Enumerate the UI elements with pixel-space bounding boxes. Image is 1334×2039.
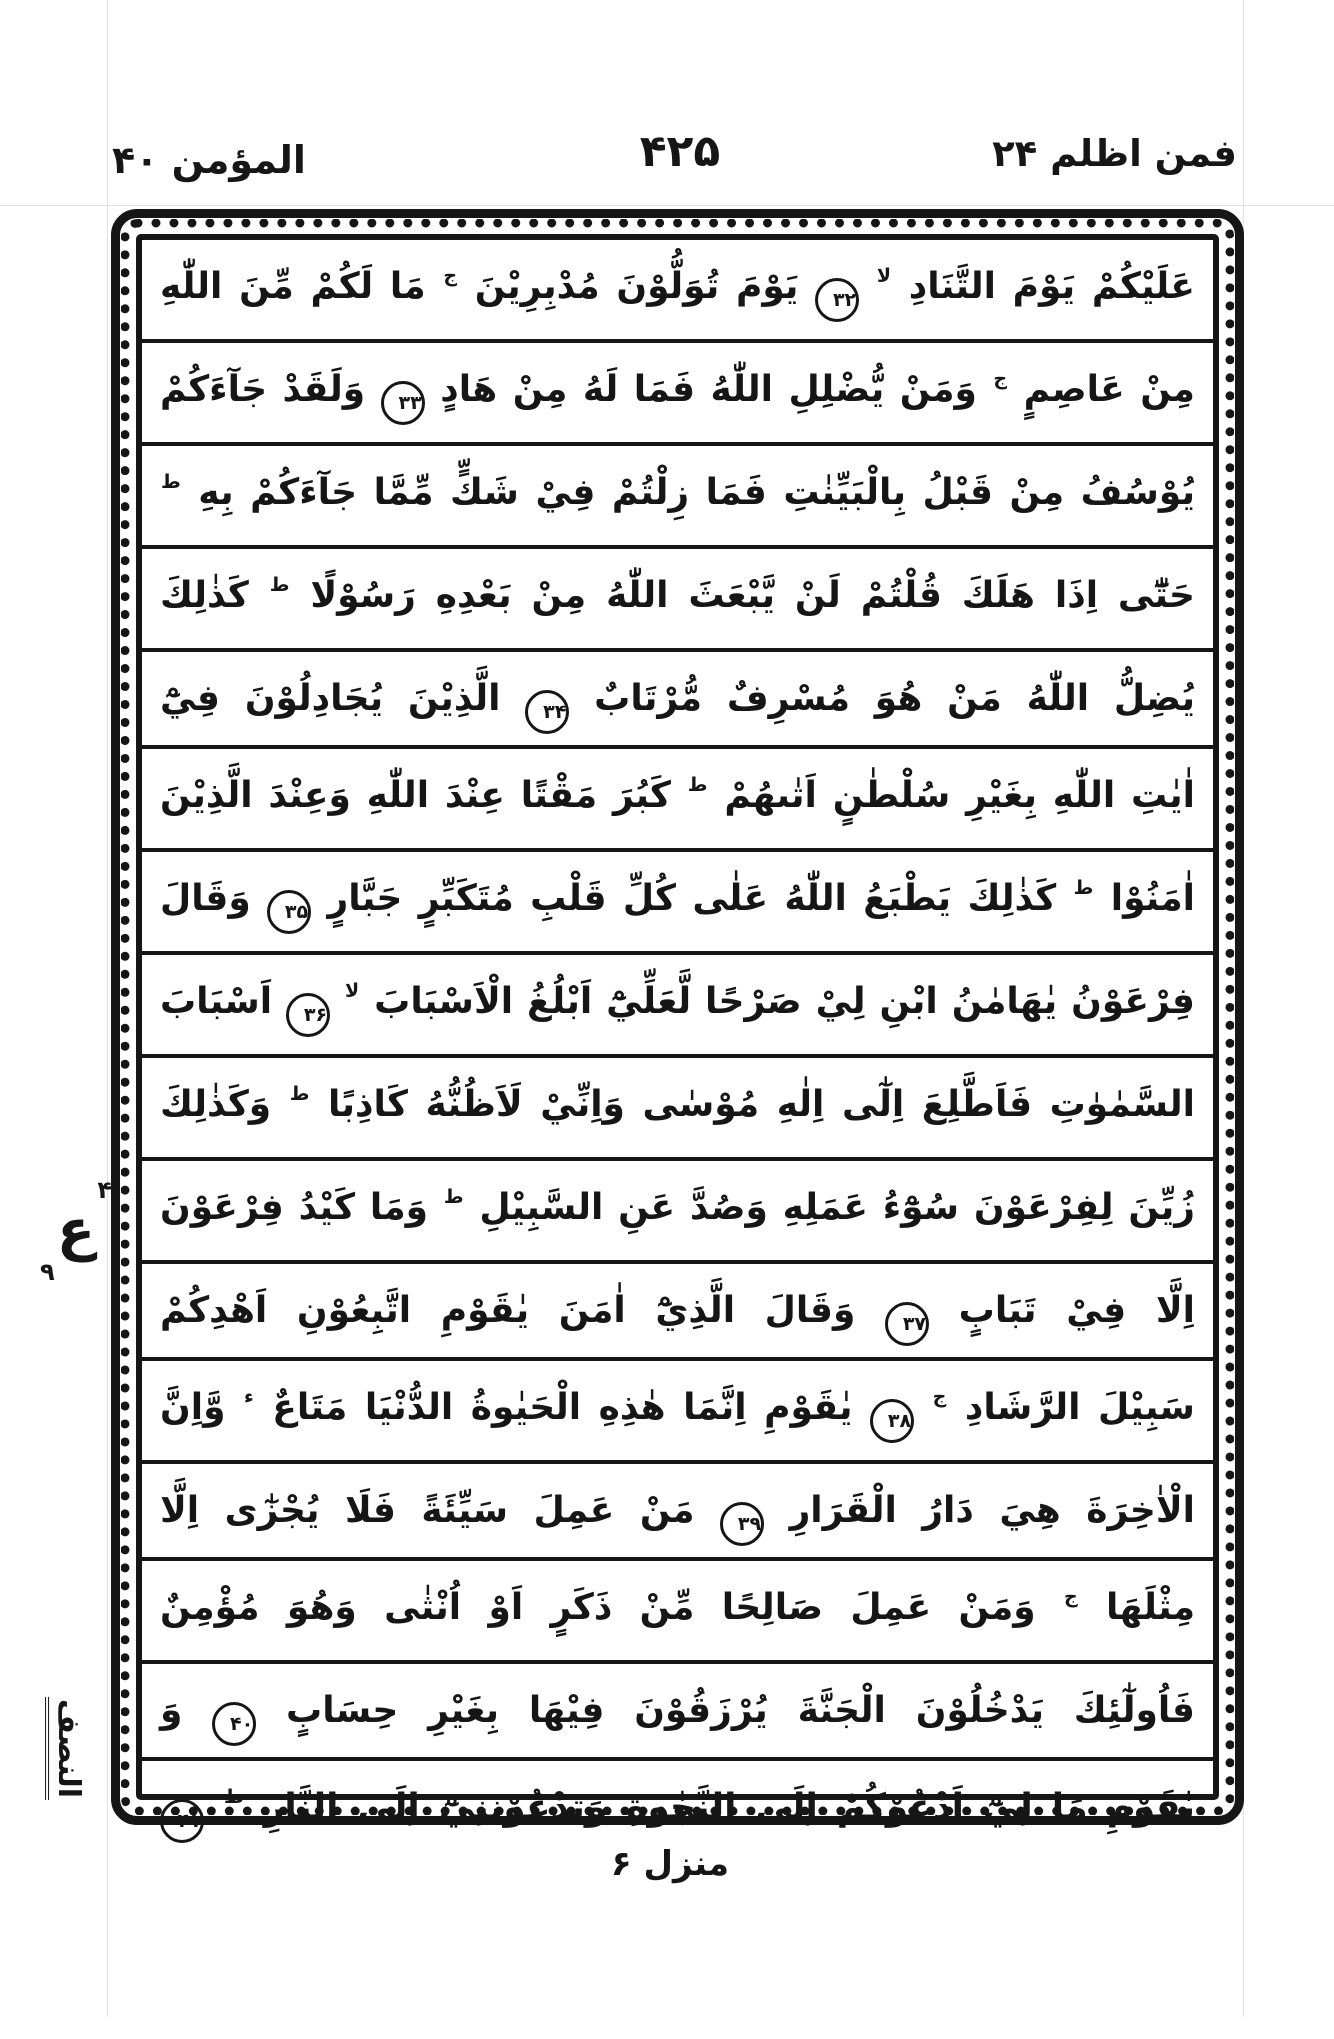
nisf-label: النصف [46,1696,87,1799]
ayah-marker: ۳۴ [525,690,569,734]
ayah-marker: ۴۰ [212,1702,256,1746]
verse-text: عَلَيْكُمْ يَوْمَ التَّنَادِ [908,266,1195,307]
juz-name-label: فمن اظلم ۲۴ [992,132,1237,175]
ayah-marker: ۳۳ [381,381,425,425]
manzil-label: منزل ۶ [610,1844,730,1884]
quran-line [142,240,1213,343]
verse-text: وَ [160,1690,183,1731]
pause-mark: ط [289,1083,310,1105]
verse-text: اٰمَنُوْا [1110,878,1195,919]
page-guide-line-top [0,205,1334,206]
pause-mark: ط [161,471,181,493]
verse-text: وَمَنْ يُّضْلِلِ اللّٰهُ فَمَا لَهُ مِنْ هَادٍ [440,369,977,410]
quran-line [142,1161,1213,1264]
pause-mark: ج [443,265,458,287]
quran-line [142,446,1213,549]
ayah-marker: ۳۷ [885,1302,929,1346]
ruku-ain-symbol: ع [56,1198,96,1263]
verse-text: مِنْ عَاصِمٍ [1023,369,1195,410]
pause-mark: ط [269,574,290,596]
verse-text: يَوْمَ تُوَلُّوْنَ مُدْبِرِيْنَ [474,266,799,307]
verse-text: يُضِلُّ اللّٰهُ مَنْ هُوَ مُسْرِفٌ مُّرْتَابٌ [594,678,1195,719]
quran-line [142,1664,1213,1761]
verse-text: فَاُولٰٓئِكَ يَدْخُلُوْنَ الْجَنَّةَ يُرْزَقُوْنَ فِيْهَا بِغَيْرِ حِسَابٍ [286,1690,1195,1731]
pause-mark: ط [443,1186,464,1208]
verse-text: يٰقَوْمِ مَا لِيْٓ اَدْعُوْكُمْ اِلَى النَّجٰوةِ وَتَدْعُوْنَنِيْٓ اِلَى النَّارِ [263,1787,1195,1828]
ayah-marker: ۳۶ [286,993,330,1037]
quran-line [142,1058,1213,1161]
nisf-marker [18,1698,114,1798]
quran-line [142,1561,1213,1664]
quran-line [142,1361,1213,1464]
pause-mark: ج [993,368,1008,390]
verse-text: كَبُرَ مَقْتًا عِنْدَ اللّٰهِ وَعِنْدَ الَّذِيْنَ [160,775,671,816]
verse-text: سَبِيْلَ الرَّشَادِ [964,1387,1195,1428]
verse-text: اٰيٰتِ اللّٰهِ بِغَيْرِ سُلْطٰنٍ اَتٰىهُمْ [724,775,1195,816]
pause-mark: ج [932,1386,947,1408]
ayah-marker: ۳۲ [815,278,859,322]
verse-text: وَكَذٰلِكَ [160,1084,272,1125]
verse-text: مِثْلَهَا [1106,1587,1195,1628]
verse-text: وَّاِنَّ [160,1387,226,1428]
verse-text: زُيِّنَ لِفِرْعَوْنَ سُوْٓءُ عَمَلِهِ وَصُدَّ عَنِ السَّبِيْلِ [479,1187,1195,1228]
verse-text: وَمَنْ عَمِلَ صَالِحًا مِّنْ ذَكَرٍ اَوْ اُنْثٰى وَهُوَ مُؤْمِنٌ [160,1587,1036,1628]
pause-mark: ج [1063,1586,1078,1608]
quran-line [142,749,1213,852]
verse-text: كَذٰلِكَ يَطْبَعُ اللّٰهُ عَلٰى كُلِّ قَلْبِ مُتَكَبِّرٍ جَبَّارٍ [327,878,1057,919]
verse-text: وَلَقَدْ جَآءَكُمْ [160,369,366,410]
pause-mark: ط [687,774,708,796]
ruku-surah-number: ۴ [97,1176,112,1204]
verse-text: الْاٰخِرَةَ هِيَ دَارُ الْقَرَارِ [789,1490,1195,1531]
quran-line [142,1464,1213,1561]
quran-line [142,852,1213,955]
quran-text-area [136,234,1219,1832]
pause-mark: ط [223,1786,244,1808]
verse-text: الَّذِيْنَ يُجَادِلُوْنَ فِيْٓ [160,678,501,719]
verse-text: السَّمٰوٰتِ فَاَطَّلِعَ اِلٰٓى اِلٰهِ مُوْسٰى وَاِنِّيْ لَاَظُنُّهُ كَاذِبًا [327,1084,1195,1125]
verse-text: يُوْسُفُ مِنْ قَبْلُ بِالْبَيِّنٰتِ فَمَا زِلْتُمْ فِيْ شَكٍّ مِّمَّا جَآءَكُمْ بِهِ [198,472,1195,513]
ayah-marker: ۳۹ [720,1502,764,1546]
verse-text: اَسْبَابَ [160,981,273,1022]
ayah-marker: ۳۸ [870,1399,914,1443]
verse-text: اِلَّا فِيْ تَبَابٍ [958,1290,1195,1331]
pause-mark: ط [1073,877,1094,899]
verse-text: مَنْ عَمِلَ سَيِّئَةً فَلَا يُجْزٰٓى اِلَّا [160,1490,695,1531]
verse-text: فِرْعَوْنُ يٰهَامٰنُ ابْنِ لِيْ صَرْحًا لَّعَلِّيْٓ اَبْلُغُ الْاَسْبَابَ [374,981,1195,1022]
pause-mark: لا [345,980,360,1002]
verse-text: حَتّٰٓى اِذَا هَلَكَ قُلْتُمْ لَنْ يَّبْعَثَ اللّٰهُ مِنْ بَعْدِهِ رَسُوْلًا [310,575,1195,616]
quran-line [142,343,1213,446]
page-border-frame [111,209,1244,1832]
surah-name-label: المؤمن ۴۰ [112,138,306,182]
verse-text: كَذٰلِكَ [160,575,249,616]
ruku-marker [40,1178,112,1284]
ayah-marker: ۴۱ [160,1799,204,1843]
pause-mark: ء [243,1386,254,1408]
verse-text: مَا لَكُمْ مِّنَ اللّٰهِ [160,266,426,307]
page-number: ۴۲۵ [639,126,721,177]
quran-line [142,549,1213,652]
quran-line [142,1264,1213,1361]
verse-text: وَمَا كَيْدُ فِرْعَوْنَ [160,1187,429,1228]
ruku-juz-number: ۹ [40,1258,55,1286]
verse-text: وَقَالَ [160,878,251,919]
quran-line [142,955,1213,1058]
verse-text: يٰقَوْمِ اِنَّمَا هٰذِهِ الْحَيٰوةُ الدُّنْيَا مَتَاعٌ [272,1387,853,1428]
ayah-marker: ۳۵ [267,890,311,934]
verse-text: وَقَالَ الَّذِيْٓ اٰمَنَ يٰقَوْمِ اتَّبِعُوْنِ اَهْدِكُمْ [160,1290,856,1331]
pause-mark: لا [876,265,892,287]
quran-line [142,652,1213,749]
